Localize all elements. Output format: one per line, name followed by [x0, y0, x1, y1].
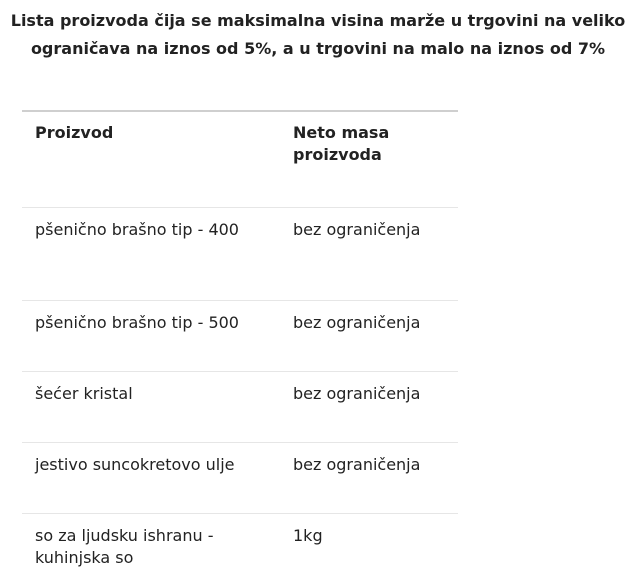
table-row — [22, 514, 458, 580]
table-row — [22, 372, 458, 443]
cell-product: jestivo suncokretovo ulje — [35, 455, 235, 474]
column-header-product: Proizvod — [35, 123, 114, 142]
cell-net-mass: bez ograničenja — [293, 384, 421, 403]
cell-net-mass: bez ograničenja — [293, 313, 421, 332]
heading-line-2: ograničava na iznos od 5%, a u trgovini na malo na iznos od 7% — [30, 39, 606, 58]
cell-net-mass: 1kg — [293, 526, 323, 545]
table-header-row — [22, 112, 458, 208]
cell-product: pšenično brašno tip - 400 — [35, 220, 239, 239]
cell-product: so za ljudsku ishranu - kuhinjska so — [35, 526, 214, 567]
cell-product: pšenično brašno tip - 500 — [35, 313, 239, 332]
cell-product: šećer kristal — [35, 384, 133, 403]
cell-net-mass: bez ograničenja — [293, 220, 421, 239]
cell-net-mass: bez ograničenja — [293, 455, 421, 474]
page-heading — [0, 7, 636, 63]
table-row — [22, 301, 458, 372]
table-row — [22, 443, 458, 514]
product-table — [22, 110, 458, 580]
heading-line-1: Lista proizvoda čija se maksimalna visina marže u trgovini na veliko — [10, 11, 626, 30]
table-row — [22, 208, 458, 301]
column-header-net-mass: Neto masa proizvoda — [293, 123, 390, 164]
